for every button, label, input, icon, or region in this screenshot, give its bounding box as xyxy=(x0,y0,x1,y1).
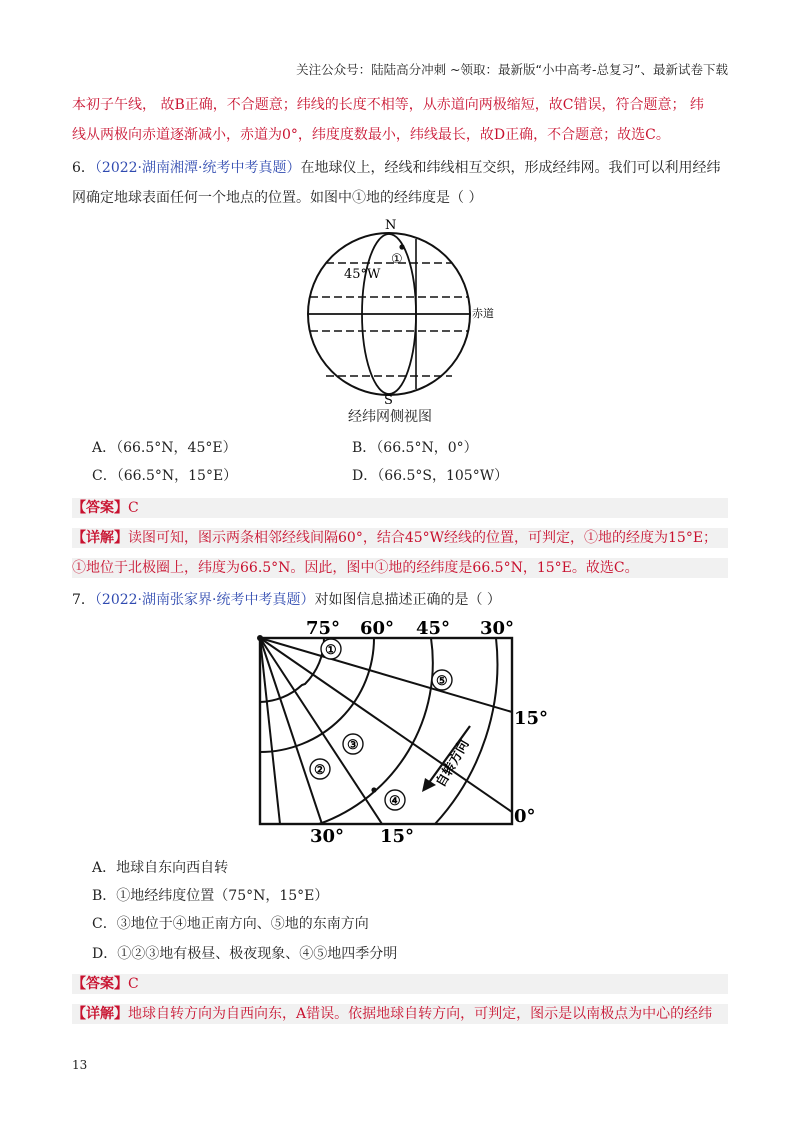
right-label-0: 0° xyxy=(514,806,536,827)
right-label-15: 15° xyxy=(514,708,549,729)
q6-stem-line2: 网确定地球表面任何一个地点的位置。如图中①地的经纬度是（ ） xyxy=(72,190,483,206)
top-label-60: 60° xyxy=(360,618,395,639)
point-2-label: ② xyxy=(314,763,326,778)
meridian-45w-label: 45°W xyxy=(344,267,381,282)
point-5-label: ⑤ xyxy=(436,674,448,689)
q6-detail-line2: ①地位于北极圈上，纬度为66.5°N。因此，图中①地的经纬度是66.5°N，15°E。故选C。 xyxy=(72,558,728,578)
q6-answer-value: C xyxy=(128,500,139,516)
q6-option-a: A．（66.5°N，45°E） xyxy=(92,440,237,456)
meridian-ray-3 xyxy=(260,638,382,824)
page-header: 关注公众号：陆陆高分冲刺 ~领取：最新版“小中高考-总复习”、最新试卷下载 xyxy=(296,62,728,77)
meridian-ray-2 xyxy=(260,638,512,812)
q7-stem xyxy=(72,590,728,610)
q6-answer xyxy=(72,498,728,518)
q7-detail-line1 xyxy=(72,1004,728,1024)
q6-figure-caption: 经纬网侧视图 xyxy=(348,409,432,425)
prev-explanation-line2: 线从两极向赤道逐渐减小，赤道为0°，纬度度数最小，纬线最长，故D正确，不合题意；故选C。 xyxy=(72,127,670,143)
q7-source: （2022·湖南张家界·统考中考真题） xyxy=(94,592,315,608)
q6-text1: 在地球仪上，经线和纬线相互交织，形成经纬网。我们可以利用经纬 xyxy=(300,160,721,176)
q7-polar-figure xyxy=(250,614,560,846)
top-label-45: 45° xyxy=(416,618,451,639)
point-1-label: ① xyxy=(325,643,337,658)
point-1-marker xyxy=(399,244,404,249)
q6-number: 6． xyxy=(72,160,95,176)
point-3-label: ③ xyxy=(347,738,359,753)
q6-answer-tag: 【答案】 xyxy=(72,500,128,516)
q7-detail-text1: 地球自转方向为自西向东，A错误。依据地球自转方向，可判定，图示是以南极点为中心的经纬 xyxy=(128,1006,713,1022)
q7-detail-tag: 【详解】 xyxy=(72,1006,128,1022)
equator-label: 赤道 xyxy=(472,307,494,320)
q6-option-b: B．（66.5°N，0°） xyxy=(352,440,478,456)
bottom-label-15: 15° xyxy=(380,826,415,846)
q7-option-a: A．地球自东向西自转 xyxy=(92,860,229,876)
pole-dot xyxy=(257,635,263,641)
q6-source: （2022·湖南湘潭·统考中考真题） xyxy=(94,160,301,176)
q7-option-b: B．①地经纬度位置（75°N，15°E） xyxy=(92,888,329,904)
q6-option-d: D．（66.5°S，105°W） xyxy=(352,468,509,484)
latitude-arc-3 xyxy=(319,638,433,824)
q7-text: 对如图信息描述正确的是（ ） xyxy=(314,592,501,608)
top-label-75: 75° xyxy=(306,618,341,639)
q7-option-c: C．③地位于④地正南方向、⑤地的东南方向 xyxy=(92,916,369,932)
q6-detail-text1: 读图可知，图示两条相邻经线间隔60°，结合45°W经线的位置，可判定，①地的经度为15°E； xyxy=(128,530,718,546)
page-number: 13 xyxy=(72,1058,88,1072)
q6-option-c: C．（66.5°N，15°E） xyxy=(92,468,238,484)
point-1-label: ① xyxy=(391,252,403,267)
q6-stem-line1 xyxy=(72,158,728,178)
q6-globe-figure xyxy=(296,214,506,410)
prev-explanation-line1: 本初子午线， 故B正确，不合题意；纬线的长度不相等，从赤道向两极缩短，故C错误，符合题意； 纬 xyxy=(72,97,704,113)
rotation-label: 自转方向 xyxy=(433,737,473,790)
q7-option-d: D．①②③地有极昼、极夜现象、④⑤地四季分明 xyxy=(92,946,398,962)
q7-number: 7． xyxy=(72,592,95,608)
south-label: S xyxy=(384,393,393,408)
north-label: N xyxy=(385,218,397,233)
point-4-dot xyxy=(371,787,376,792)
meridian-ray-1 xyxy=(260,638,512,712)
top-label-30: 30° xyxy=(480,618,515,639)
q6-detail-line1 xyxy=(72,528,728,548)
bottom-label-30: 30° xyxy=(310,826,345,846)
q6-detail-tag: 【详解】 xyxy=(72,530,128,546)
q7-answer-value: C xyxy=(128,976,139,992)
point-4-label: ④ xyxy=(389,794,401,809)
q7-answer-tag: 【答案】 xyxy=(72,976,128,992)
q7-answer xyxy=(72,974,728,994)
